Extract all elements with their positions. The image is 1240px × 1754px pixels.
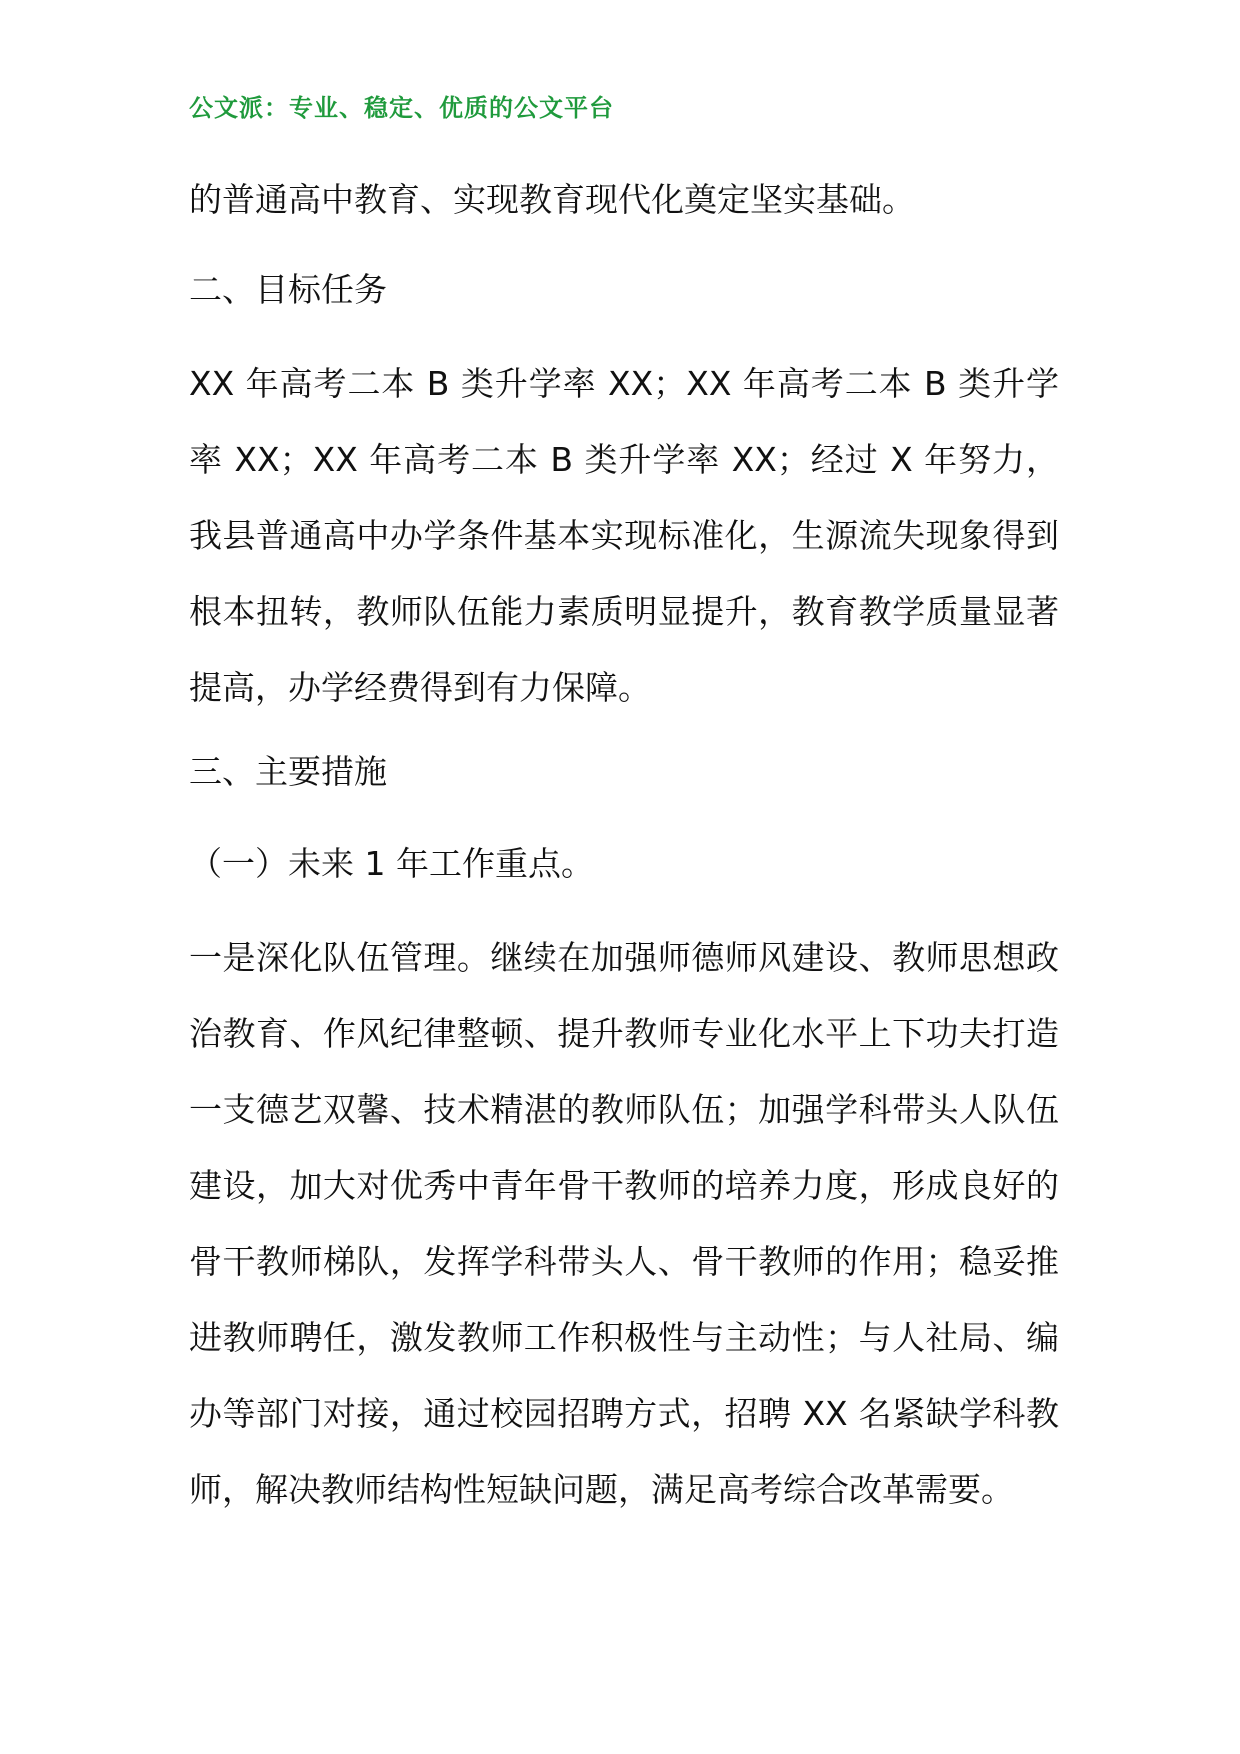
paragraph-team-management: 一是深化队伍管理。继续在加强师德师风建设、教师思想政治教育、作风纪律整顿、提升教师专业化水平上下功夫打造一支德艺双馨、技术精湛的教师队伍；加强学科带头人队伍建设，加大对优秀中青年骨干教师的培养力度，形成良好的骨干教师梯队，发挥学科带头人、骨干教师的作用；稳妥推进教师聘任，激发教师工作积极性与主动性；与人社局、编办等部门对接，通过校园招聘方式，招聘 XX 名紧缺学科教师，解决教师结构性短缺问题，满足高考综合改革需要。: [189, 938, 1059, 1509]
subsection-heading-1: （一）未来 1 年工作重点。: [189, 844, 594, 883]
section-heading-goals: 二、目标任务: [189, 270, 387, 309]
section-heading-measures: 三、主要措施: [189, 752, 387, 791]
platform-header: 公文派：专业、稳定、优质的公文平台: [189, 94, 614, 122]
paragraph-goals: XX 年高考二本 B 类升学率 XX；XX 年高考二本 B 类升学率 XX；XX 年高考二本 B 类升学率 XX；经过 X 年努力，我县普通高中办学条件基本实现标准化，生源流失现象得到根本扭转，教师队伍能力素质明显提升，教育教学质量显著提高，办学经费得到有力保障。: [189, 364, 1059, 707]
paragraph-continuation: 的普通高中教育、实现教育现代化奠定坚实基础。: [189, 180, 915, 219]
